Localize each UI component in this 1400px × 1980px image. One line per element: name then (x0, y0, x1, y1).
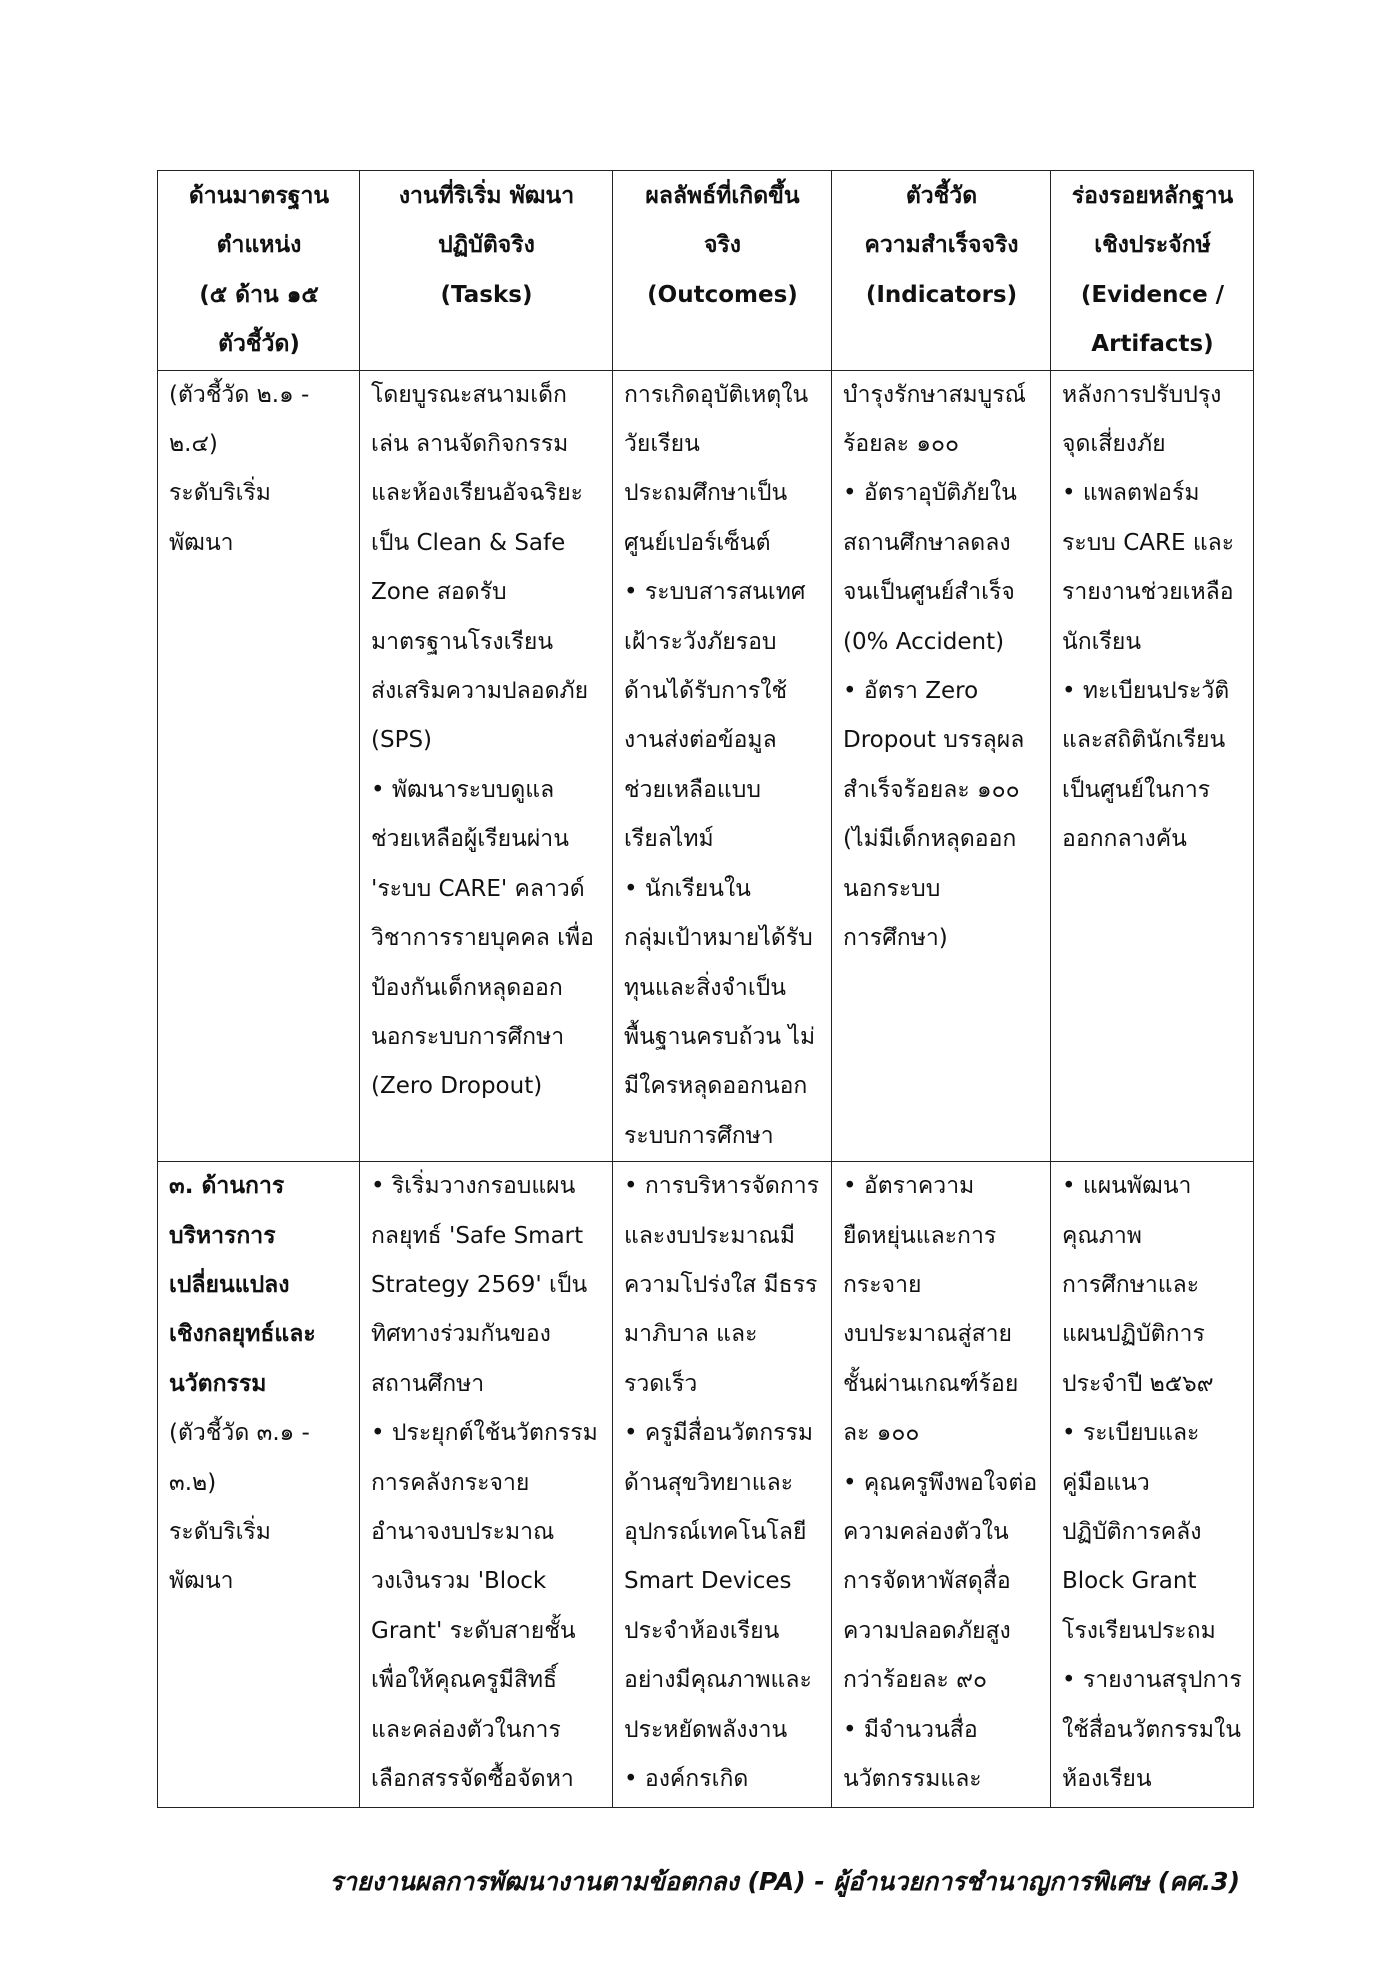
cell-line: ๓. ด้านการ (169, 1173, 285, 1200)
cell-line: ช่วยเหลือแบบ (624, 776, 761, 803)
cell-line: ระบบการศึกษา (624, 1122, 774, 1149)
cell-line: • การบริหารจัดการ (624, 1173, 820, 1200)
cell-indicators (832, 1162, 1051, 1808)
cell-line: (ไม่มีเด็กหลุดออก (843, 826, 1017, 853)
cell-line: มาภิบาล และ (624, 1321, 758, 1348)
header-line: (๕ ด้าน ๑๕ (199, 281, 319, 308)
cell-line: กลยุทธ์ 'Safe Smart (371, 1222, 584, 1249)
cell-line: เชิงกลยุทธ์และ (169, 1321, 316, 1348)
cell-line: มีใครหลุดออกนอก (624, 1073, 808, 1100)
cell-tasks (360, 370, 613, 1162)
cell-line: • องค์กรเกิด (624, 1766, 749, 1792)
cell-line: • นักเรียนใน (624, 875, 751, 902)
cell-line: เฝ้าระวังภัยรอบ (624, 628, 777, 655)
cell-line: เป็นศูนย์ในการ (1062, 776, 1211, 803)
cell-line: Smart Devices (624, 1568, 792, 1595)
header-line: ตัวชี้วัด (905, 183, 978, 209)
cell-line: • ทะเบียนประวัติ (1062, 678, 1230, 705)
cell-line: Zone สอดรับ (371, 579, 507, 606)
header-line: ปฏิบัติจริง (438, 232, 535, 259)
cell-evidence (1051, 370, 1254, 1162)
cell-line: เลือกสรรจัดซื้อจัดหา (371, 1766, 574, 1792)
header-line: Artifacts) (1091, 331, 1214, 358)
cell-line: มาตรฐานโรงเรียน (371, 628, 554, 655)
cell-line: • อัตราอุบัติภัยใน (843, 480, 1017, 507)
cell-line: ประจำปี ๒๕๖๙ (1062, 1370, 1214, 1397)
cell-standard-dimension (158, 370, 360, 1162)
cell-line: ทิศทางร่วมกันของ (371, 1321, 551, 1348)
header-evidence (1051, 171, 1254, 371)
header-line: (Indicators) (865, 281, 1018, 308)
cell-line: • ระเบียบและ (1062, 1420, 1200, 1447)
cell-line: โดยบูรณะสนามเด็ก (371, 381, 567, 408)
cell-line: Dropout บรรลุผล (843, 727, 1025, 754)
cell-line: รวดเร็ว (624, 1370, 698, 1397)
cell-line: พัฒนา (169, 1568, 234, 1595)
cell-line: วิชาการรายบุคคล เพื่อ (371, 925, 594, 952)
cell-line: กลุ่มเป้าหมายได้รับ (624, 925, 813, 952)
cell-line: • อัตราความ (843, 1173, 975, 1200)
cell-line: นอกระบบ (843, 875, 941, 902)
cell-line: ละ ๑๐๐ (843, 1420, 920, 1447)
cell-line: นักเรียน (1062, 628, 1142, 655)
header-line: ผลลัพธ์ที่เกิดขึ้น (645, 183, 800, 209)
cell-line: นวัตกรรมและ (843, 1766, 982, 1792)
cell-line: โรงเรียนประถม (1062, 1617, 1216, 1644)
cell-line: Grant' ระดับสายชั้น (371, 1617, 576, 1644)
cell-line: และงบประมาณมี (624, 1222, 795, 1249)
cell-line: แผนปฏิบัติการ (1062, 1321, 1205, 1348)
cell-line: งบประมาณสู่สาย (843, 1321, 1013, 1348)
cell-line: พื้นฐานครบถ้วน ไม่ (624, 1023, 816, 1050)
cell-line: อำนาจงบประมาณ (371, 1518, 555, 1545)
cell-line: สถานศึกษาลดลง (843, 529, 1011, 556)
header-line: (Outcomes) (647, 281, 798, 308)
cell-line: ความคล่องตัวใน (843, 1518, 1009, 1545)
cell-line: วงเงินรวม 'Block (371, 1568, 547, 1595)
cell-line: คู่มือแนว (1062, 1469, 1150, 1496)
cell-line: (ตัวชี้วัด ๓.๑ - (169, 1420, 310, 1447)
cell-line: ส่งเสริมความปลอดภัย (371, 678, 589, 705)
cell-line: จุดเสี่ยงภัย (1062, 431, 1166, 458)
cell-line: • อัตรา Zero (843, 678, 979, 705)
cell-outcomes (613, 1162, 832, 1808)
cell-line: สถานศึกษา (371, 1370, 485, 1397)
cell-outcomes (613, 370, 832, 1162)
cell-standard-dimension (158, 1162, 360, 1808)
cell-line: นวัตกรรม (169, 1370, 267, 1397)
cell-line: การคลังกระจาย (371, 1469, 530, 1496)
cell-line: เพื่อให้คุณครูมีสิทธิ์ (371, 1667, 558, 1694)
cell-line: (SPS) (371, 727, 433, 754)
header-line: เชิงประจักษ์ (1094, 232, 1211, 259)
cell-line: (Zero Dropout) (371, 1073, 543, 1100)
cell-line: อุปกรณ์เทคโนโลยี (624, 1518, 807, 1545)
cell-line: บำรุงรักษาสมบูรณ์ (843, 381, 1026, 408)
cell-line: ชั้นผ่านเกณฑ์ร้อย (843, 1370, 1019, 1397)
table-header-row (158, 171, 1254, 371)
cell-line: การเกิดอุบัติเหตุใน (624, 381, 809, 408)
pa-standards-table (157, 170, 1254, 1808)
cell-line: • แผนพัฒนา (1062, 1173, 1192, 1200)
cell-line: • พัฒนาระบบดูแล (371, 776, 555, 803)
cell-line: • ครูมีสื่อนวัตกรรม (624, 1420, 813, 1447)
cell-tasks (360, 1162, 613, 1808)
cell-line: นอกระบบการศึกษา (371, 1023, 565, 1050)
header-line: (Tasks) (440, 281, 533, 308)
cell-line: จนเป็นศูนย์สำเร็จ (843, 579, 1015, 606)
table-row (158, 1162, 1254, 1808)
cell-line: งานส่งต่อข้อมูล (624, 727, 777, 754)
header-line: จริง (703, 232, 742, 259)
cell-line: บริหารการ (169, 1222, 276, 1249)
header-tasks (360, 171, 613, 371)
cell-line: ๓.๒) (169, 1469, 217, 1496)
header-line: ความสำเร็จจริง (864, 232, 1019, 259)
cell-line: เปลี่ยนแปลง (169, 1271, 290, 1298)
cell-line: อย่างมีคุณภาพและ (624, 1667, 812, 1694)
cell-line: ด้านสุขวิทยาและ (624, 1469, 794, 1496)
cell-line: และห้องเรียนอัจฉริยะ (371, 480, 584, 507)
cell-line: กระจาย (843, 1271, 922, 1298)
cell-line: ช่วยเหลือผู้เรียนผ่าน (371, 826, 569, 853)
header-standard-dimension (158, 171, 360, 371)
header-indicators (832, 171, 1051, 371)
cell-line: Block Grant (1062, 1568, 1197, 1595)
cell-line: • ประยุกต์ใช้นวัตกรรม (371, 1420, 598, 1447)
header-line: ด้านมาตรฐาน (188, 183, 330, 209)
cell-line: และสถิตินักเรียน (1062, 727, 1226, 754)
cell-line: หลังการปรับปรุง (1062, 381, 1222, 408)
cell-line: ด้านได้รับการใช้ (624, 678, 788, 705)
cell-line: เรียลไทม์ (624, 826, 714, 853)
cell-line: • ระบบสารสนเทศ (624, 579, 806, 606)
table-row (158, 370, 1254, 1162)
cell-line: ระดับริเริ่ม (169, 1518, 271, 1545)
cell-line: ยืดหยุ่นและการ (843, 1222, 997, 1249)
cell-line: ออกกลางคัน (1062, 826, 1187, 853)
cell-line: กว่าร้อยละ ๙๐ (843, 1667, 988, 1694)
header-line: (Evidence / (1080, 281, 1225, 308)
cell-line: ระดับริเริ่ม (169, 480, 271, 507)
cell-indicators (832, 370, 1051, 1162)
header-line: งานที่ริเริ่ม พัฒนา (398, 183, 575, 209)
cell-line: • แพลตฟอร์ม (1062, 480, 1200, 507)
cell-line: • มีจำนวนสื่อ (843, 1716, 978, 1743)
cell-line: ความโปร่งใส มีธรร (624, 1271, 818, 1298)
cell-line: สำเร็จร้อยละ ๑๐๐ (843, 776, 1020, 803)
cell-line: การศึกษาและ (1062, 1271, 1200, 1298)
header-line: ร่องรอยหลักฐาน (1071, 183, 1234, 209)
cell-line: ประหยัดพลังงาน (624, 1716, 788, 1743)
cell-line: ใช้สื่อนวัตกรรมใน (1062, 1716, 1242, 1743)
cell-line: ศูนย์เปอร์เซ็นต์ (624, 529, 771, 556)
cell-line: เป็น Clean & Safe (371, 529, 566, 556)
cell-line: วัยเรียน (624, 431, 700, 458)
cell-line: • ริเริ่มวางกรอบแผน (371, 1173, 576, 1200)
cell-line: และคล่องตัวในการ (371, 1716, 561, 1743)
cell-line: ประจำห้องเรียน (624, 1617, 780, 1644)
cell-line: ป้องกันเด็กหลุดออก (371, 974, 563, 1001)
cell-line: ทุนและสิ่งจำเป็น (624, 974, 786, 1001)
cell-line: รายงานช่วยเหลือ (1062, 579, 1234, 606)
cell-line: • คุณครูพึงพอใจต่อ (843, 1469, 1038, 1496)
cell-line: ความปลอดภัยสูง (843, 1617, 1011, 1644)
cell-line: (ตัวชี้วัด ๒.๑ - (169, 381, 310, 408)
cell-line: คุณภาพ (1062, 1222, 1142, 1249)
cell-line: ปฏิบัติการคลัง (1062, 1518, 1202, 1545)
cell-line: Strategy 2569' เป็น (371, 1271, 588, 1298)
cell-line: ร้อยละ ๑๐๐ (843, 431, 960, 458)
page-footer: รายงานผลการพัฒนางานตามข้อตกลง (PA) - ผู้อำนวยการชำนาญการพิเศษ (คศ.3) (329, 1867, 1240, 1896)
cell-line: พัฒนา (169, 529, 234, 556)
cell-line: (0% Accident) (843, 628, 1005, 655)
cell-line: การศึกษา) (843, 925, 948, 952)
header-outcomes (613, 171, 832, 371)
cell-line: ประถมศึกษาเป็น (624, 480, 788, 507)
cell-line: เล่น ลานจัดกิจกรรม (371, 431, 569, 458)
header-line: ตัวชี้วัด) (218, 331, 300, 358)
cell-evidence (1051, 1162, 1254, 1808)
cell-line: ระบบ CARE และ (1062, 529, 1235, 556)
cell-line: ห้องเรียน (1062, 1766, 1152, 1792)
header-line: ตำแหน่ง (216, 232, 302, 259)
cell-line: • รายงานสรุปการ (1062, 1667, 1242, 1694)
cell-line: ๒.๔) (169, 431, 218, 458)
cell-line: 'ระบบ CARE' คลาวด์ (371, 875, 585, 902)
cell-line: การจัดหาพัสดุสื่อ (843, 1568, 1011, 1595)
